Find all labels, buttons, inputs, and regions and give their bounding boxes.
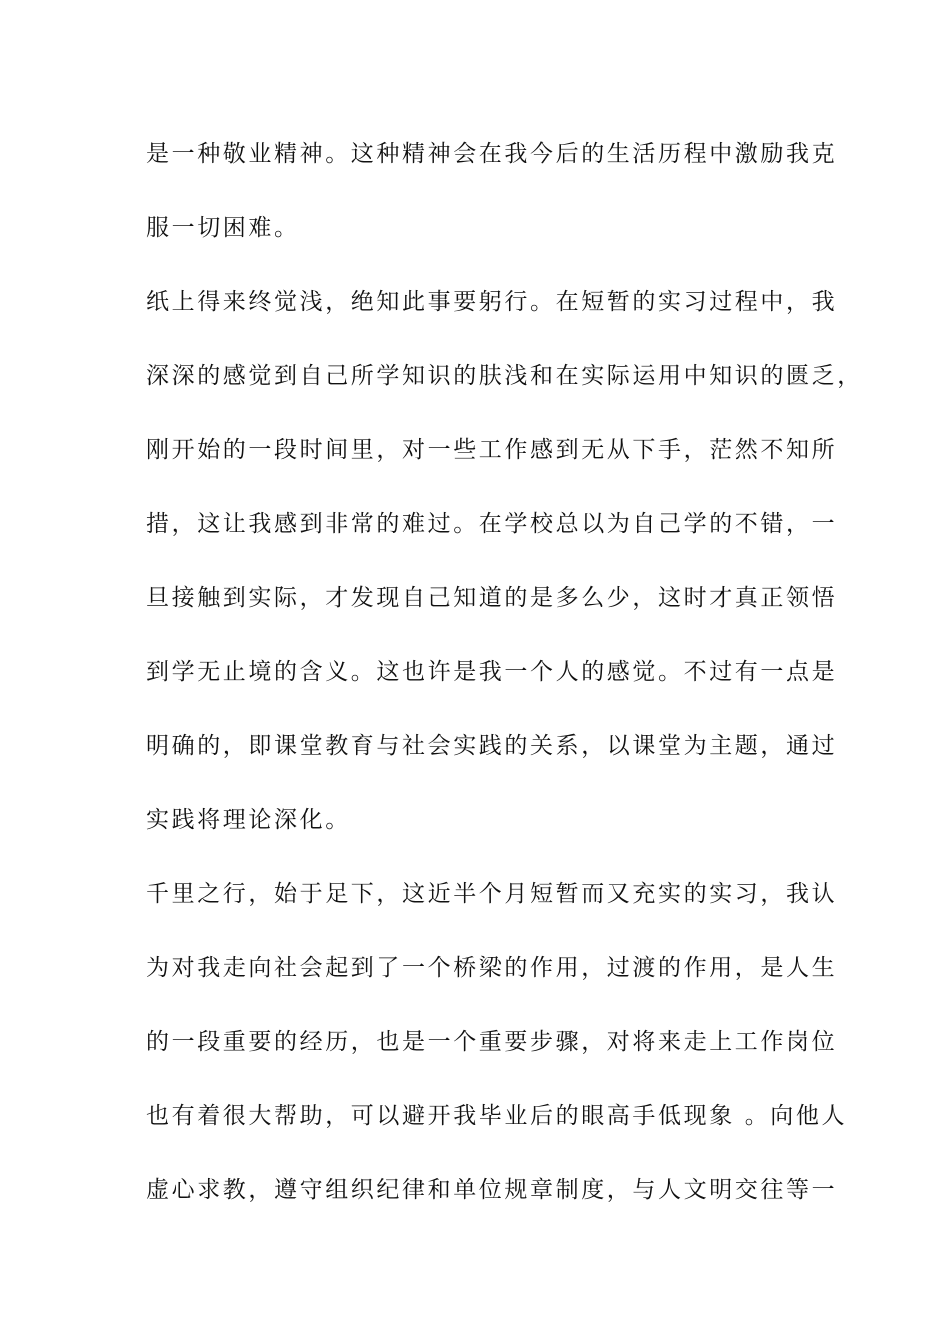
text-line: 刚开始的一段时间里，对一些工作感到无从下手，茫然不知所 — [146, 437, 838, 463]
text-line: 是一种敬业精神。这种精神会在我今后的生活历程中激励我克 — [146, 141, 838, 167]
text-line: 的一段重要的经历，也是一个重要步骤，对将来走上工作岗位 — [146, 1029, 838, 1055]
text-line: 纸上得来终觉浅，绝知此事要躬行。在短暂的实习过程中，我 — [146, 289, 838, 315]
text-line: 旦接触到实际，才发现自己知道的是多么少，这时才真正领悟 — [146, 585, 838, 611]
text-line: 实践将理论深化。 — [146, 807, 351, 833]
text-line: 明确的，即课堂教育与社会实践的关系，以课堂为主题，通过 — [146, 733, 838, 759]
text-line: 服一切困难。 — [146, 215, 300, 241]
text-line: 也有着很大帮助，可以避开我毕业后的眼高手低现象 。向他人 — [146, 1103, 848, 1129]
text-line: 千里之行，始于足下，这近半个月短暂而又充实的实习，我认 — [146, 881, 838, 907]
text-line: 到学无止境的含义。这也许是我一个人的感觉。不过有一点是 — [146, 659, 838, 685]
text-line: 措，这让我感到非常的难过。在学校总以为自己学的不错，一 — [146, 511, 838, 537]
text-line: 为对我走向社会起到了一个桥梁的作用，过渡的作用，是人生 — [146, 955, 838, 981]
text-line: 深深的感觉到自己所学知识的肤浅和在实际运用中知识的匮乏， — [146, 363, 863, 389]
text-line: 虚心求教，遵守组织纪律和单位规章制度，与人文明交往等一 — [146, 1177, 838, 1203]
